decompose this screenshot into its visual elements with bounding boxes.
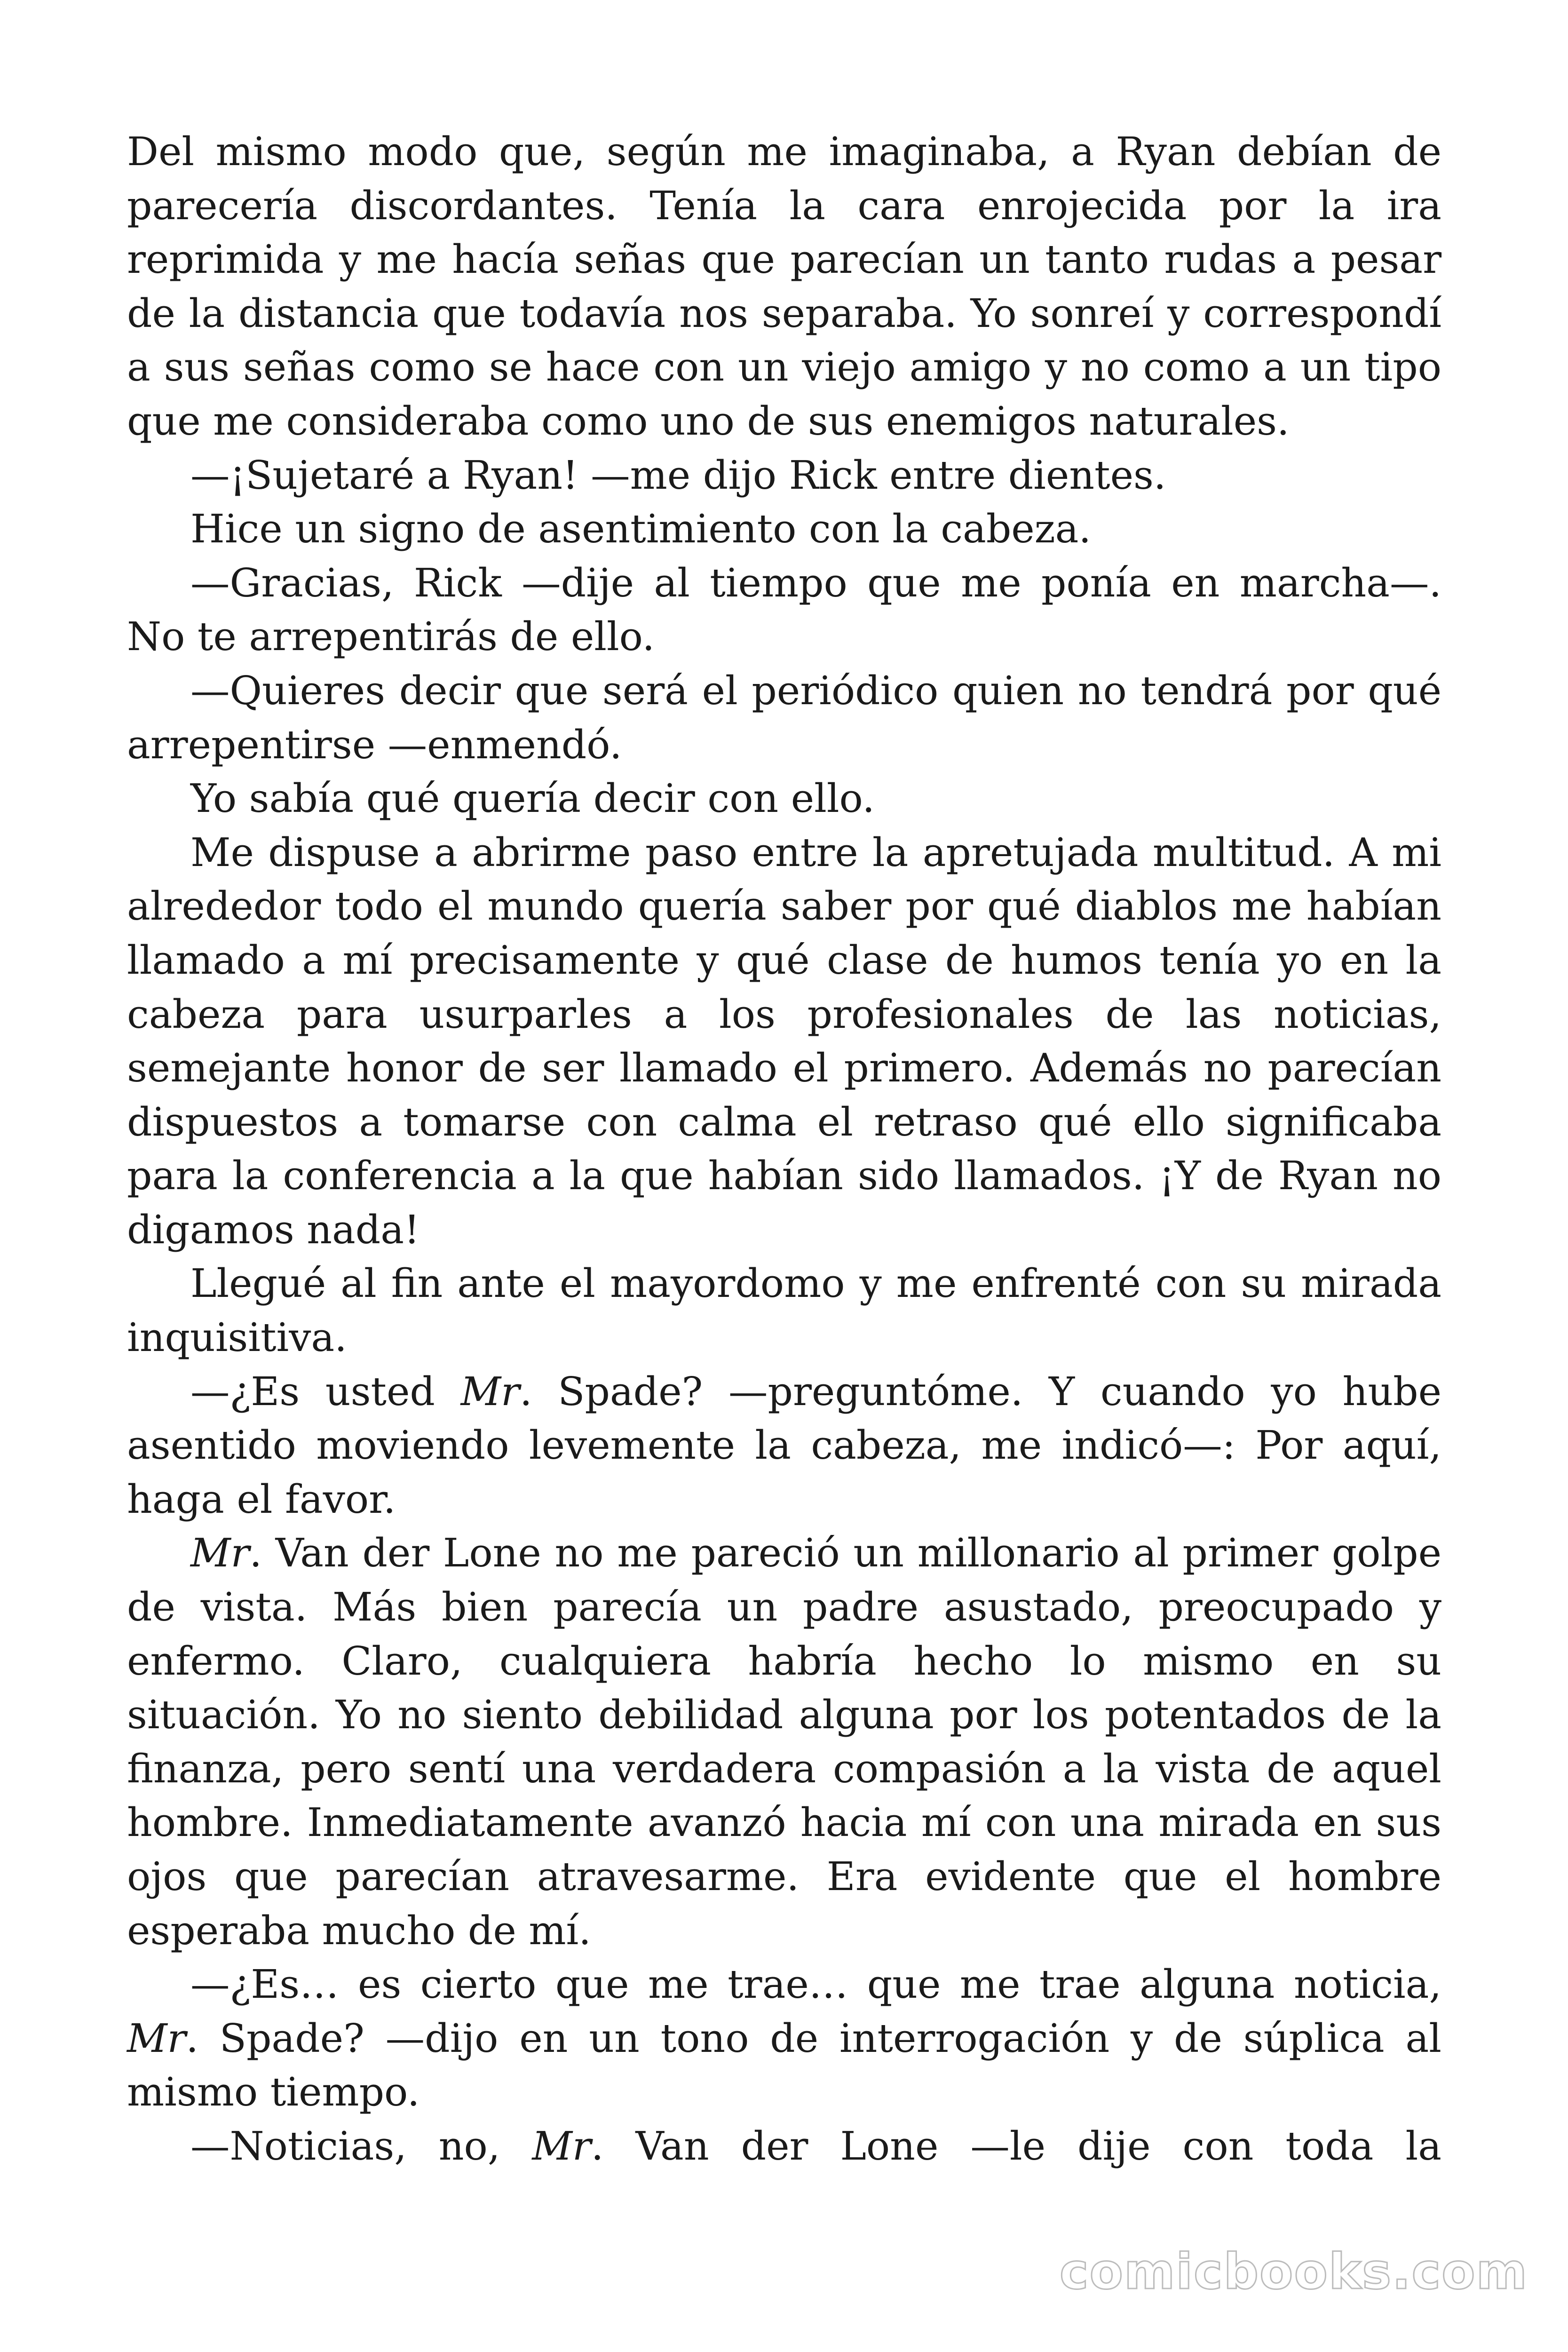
italic-text: Mr (460, 1368, 520, 1414)
paragraph (127, 448, 1441, 502)
paragraph (127, 664, 1441, 771)
paragraph-text: —¡Sujetaré a Ryan! —me dijo Rick entre dientes. (190, 452, 1166, 498)
paragraph (127, 1365, 1441, 1526)
paragraph-text: —¿Es usted (190, 1368, 461, 1414)
paragraph (127, 1957, 1441, 2119)
paragraph (127, 556, 1441, 664)
paragraph-text: —Quieres decir que será el periódico quien no tendrá por qué arrepentirse —enmendó. (127, 667, 1441, 768)
paragraph-text: Hice un signo de asentimiento con la cabeza. (190, 506, 1091, 552)
paragraph-text: Llegué al fin ante el mayordomo y me enfrenté con su mirada inquisitiva. (127, 1260, 1441, 1361)
paragraph (127, 2119, 1441, 2173)
italic-text: Mr (532, 2122, 591, 2169)
paragraph-text: —Gracias, Rick —dije al tiempo que me ponía en marcha—. No te arrepentirás de ello. (127, 559, 1441, 660)
book-page-text (127, 125, 1441, 2173)
paragraph (127, 1256, 1441, 1364)
paragraph-text: Me dispuse a abrirme paso entre la apretujada multitud. A mi alrededor todo el mundo quería saber por qué diablos me habían llamado a mí precisamente y qué clase de humos tenía yo en la cabeza para usurparles a los profesionales de las noticias, semejante honor de ser llamado el primero. Además no parecían dispuestos a tomarse con calma el retraso qué ello significaba para la conferencia a la que habían sido llamados. ¡Y de Ryan no digamos nada! (127, 829, 1441, 1253)
paragraph-text: . Van der Lone no me pareció un millonario al primer golpe de vista. Más bien parecía un padre asustado, preocupado y enfermo. Claro, cualquiera habría hecho lo mismo en su situación. Yo no siento debilidad alguna por los potentados de la finanza, pero sentí una verdadera compasión a la vista de aquel hombre. Inmediatamente avanzó hacia mí con una mirada en sus ojos que parecían atravesarme. Era evidente que el hombre esperaba mucho de mí. (127, 1530, 1441, 1954)
watermark: comicbooks.com (1059, 2243, 1528, 2300)
paragraph (127, 125, 1441, 448)
paragraph-text: —Noticias, no, (190, 2122, 532, 2169)
paragraph (127, 826, 1441, 1257)
paragraph-text: —¿Es… es cierto que me trae… que me trae alguna noticia, (190, 1961, 1441, 2008)
paragraph (127, 502, 1441, 556)
paragraph-text: . Spade? —preguntóme. Y cuando yo hube asentido moviendo levemente la cabeza, me indicó—: Por aquí, haga el favor. (127, 1368, 1441, 1522)
paragraph-text: Yo sabía qué quería decir con ello. (190, 775, 875, 822)
italic-text: Mr (127, 2015, 186, 2061)
italic-text: Mr (190, 1530, 250, 1576)
paragraph-text: Del mismo modo que, según me imaginaba, a Ryan debían de parecería discordantes. Tenía la cara enrojecida por la ira reprimida y me hacía señas que parecían un tanto rudas a pesar de la distancia que todavía nos separaba. Yo sonreí y correspondí a sus señas como se hace con un viejo amigo y no como a un tipo que me consideraba como uno de sus enemigos naturales. (127, 128, 1441, 444)
paragraph-text: . Van der Lone —le dije con toda la (591, 2122, 1441, 2169)
paragraph (127, 771, 1441, 826)
paragraph-text: . Spade? —dijo en un tono de interrogación y de súplica al mismo tiempo. (127, 2015, 1441, 2115)
paragraph (127, 1526, 1441, 1957)
